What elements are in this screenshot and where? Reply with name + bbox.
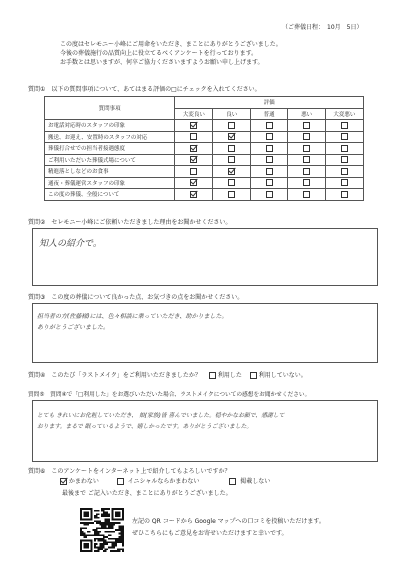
rating-cell	[213, 189, 250, 201]
question-item: 精進落としなどのお食事	[45, 166, 175, 178]
q6-option-ok: かまわない	[68, 478, 99, 485]
rating-cell	[250, 154, 287, 166]
rating-col-1: 良い	[213, 108, 250, 120]
rating-checkbox[interactable]	[190, 122, 197, 129]
col-item-header: 質問事項	[45, 97, 175, 120]
rating-cell	[325, 131, 363, 143]
rating-checkbox[interactable]	[303, 191, 310, 198]
table-row	[45, 177, 364, 189]
qr-code-image	[80, 508, 124, 552]
rating-cell	[250, 120, 287, 132]
rating-checkbox[interactable]	[190, 191, 197, 198]
table-row	[45, 154, 364, 166]
question-3-label: 質問③ この度の葬儀について良かった点、お気づきの点をお聞かせください。	[28, 294, 244, 301]
question-1-label: 質問① 以下の質問事項について、あてはまる評価の□にチェックを入れてください。	[28, 86, 261, 93]
q5-answer-line-2: おります。まるで 眠っているようで、嬉しかったです。ありがとうございました。	[37, 424, 253, 430]
rating-checkbox[interactable]	[266, 133, 273, 140]
rating-cell	[175, 131, 213, 143]
question-item: お電話対応時のスタッフの印象	[45, 120, 175, 132]
rating-cell	[213, 131, 250, 143]
q3-answer-box[interactable]	[32, 303, 378, 363]
rating-col-2: 普通	[250, 108, 287, 120]
question-4-label: 質問④ このたび「ラストメイク」をご利用いただきましたか？	[28, 372, 201, 379]
table-row	[45, 166, 364, 178]
rating-cell	[175, 143, 213, 155]
rating-checkbox[interactable]	[228, 122, 235, 129]
rating-checkbox[interactable]	[341, 145, 348, 152]
rating-checkbox[interactable]	[228, 191, 235, 198]
rating-col-3: 悪い	[288, 108, 325, 120]
rating-table	[44, 96, 364, 201]
thanks-note: 最後まで ご記入いただき、まことにありがとうございました。	[62, 490, 232, 497]
rating-cell	[288, 154, 325, 166]
rating-cell	[250, 143, 287, 155]
rating-checkbox[interactable]	[266, 179, 273, 186]
rating-checkbox[interactable]	[190, 179, 197, 186]
rating-cell	[213, 154, 250, 166]
q6-option-no: 掲載しない	[240, 478, 271, 485]
rating-checkbox[interactable]	[341, 168, 348, 175]
q3-answer-line-2: ありがとうございました。	[37, 324, 110, 331]
rating-checkbox[interactable]	[228, 156, 235, 163]
rating-checkbox[interactable]	[190, 133, 197, 140]
question-item: ご利用いただいた葬儀式場について	[45, 154, 175, 166]
q3-answer-line-1: 担当者の方(佐藤様)には、色々相談に乗っていただき、助かりました。	[37, 313, 228, 320]
intro-text: この度はセレモニー小峰にご用命をいただき、まことにありがとうございました。 今後の葬儀施行の品質向上に役立てるべくアンケートを行っております。 お手数とは思いますが、何卒ご協力くださいますようお願い申し上げます。	[60, 41, 282, 66]
question-6-label: 質問⑥ このアンケートをインターネット上で紹介してもよろしいですか？	[28, 468, 231, 475]
footer-line-1: 左記の QR コードから Google マップへの口コミを投稿いただけます。	[132, 518, 325, 525]
rating-checkbox[interactable]	[341, 156, 348, 163]
rating-cell	[250, 166, 287, 178]
col-rating-header: 評価	[175, 97, 364, 109]
table-row	[45, 143, 364, 155]
rating-checkbox[interactable]	[266, 191, 273, 198]
rating-cell	[250, 189, 287, 201]
rating-cell	[250, 131, 287, 143]
rating-checkbox[interactable]	[303, 133, 310, 140]
rating-cell	[325, 154, 363, 166]
q2-answer-box[interactable]	[32, 228, 378, 286]
rating-cell	[213, 166, 250, 178]
rating-checkbox[interactable]	[228, 168, 235, 175]
rating-cell	[325, 166, 363, 178]
rating-cell	[175, 177, 213, 189]
rating-checkbox[interactable]	[266, 168, 273, 175]
rating-checkbox[interactable]	[303, 145, 310, 152]
rating-checkbox[interactable]	[190, 168, 197, 175]
rating-checkbox[interactable]	[341, 122, 348, 129]
rating-checkbox[interactable]	[266, 122, 273, 129]
q5-answer-line-1: とても きれいにお化粧していただき、 娘(家族)皆 喜んでいました。穏やかなお顔で、感謝して	[37, 413, 285, 419]
rating-cell	[288, 131, 325, 143]
rating-checkbox[interactable]	[303, 168, 310, 175]
rating-cell	[325, 143, 363, 155]
footer-line-2: ぜひこちらにもご意見をお寄せいただけますと幸いです。	[132, 530, 288, 537]
q4-used-checkbox[interactable]	[209, 372, 216, 379]
rating-checkbox[interactable]	[341, 191, 348, 198]
q6-option-no-checkbox[interactable]	[229, 478, 236, 485]
question-2-label: 質問② セレモニー小峰にご依頼いただきました理由をお聞かせください。	[28, 219, 232, 226]
rating-cell	[175, 166, 213, 178]
rating-checkbox[interactable]	[266, 145, 273, 152]
q2-answer: 知人の紹介で。	[39, 239, 102, 249]
funeral-date: （ご葬儀日程： 10月 5日）	[282, 24, 363, 31]
rating-checkbox[interactable]	[303, 179, 310, 186]
question-item: 搬送、お迎え、安置時のスタッフの対応	[45, 131, 175, 143]
rating-cell	[325, 189, 363, 201]
rating-cell	[175, 189, 213, 201]
q6-option-ok-checkbox[interactable]	[60, 478, 67, 485]
rating-checkbox[interactable]	[303, 122, 310, 129]
question-item: 葬儀打合せでの担当者接遇態度	[45, 143, 175, 155]
rating-cell	[175, 154, 213, 166]
rating-checkbox[interactable]	[303, 156, 310, 163]
question-5-label: 質問⑤ 質問④で「□利用した」をお選びいただいた場合、ラストメイクについての感想をお聞かせください。	[28, 392, 311, 398]
rating-cell	[213, 177, 250, 189]
rating-col-0: 大変良い	[175, 108, 213, 120]
rating-checkbox[interactable]	[266, 156, 273, 163]
rating-cell	[250, 177, 287, 189]
rating-cell	[288, 166, 325, 178]
rating-cell	[213, 120, 250, 132]
rating-checkbox[interactable]	[190, 145, 197, 152]
rating-col-4: 大変悪い	[325, 108, 363, 120]
q6-options	[60, 478, 270, 486]
rating-checkbox[interactable]	[341, 133, 348, 140]
q6-option-initial: イニシャルならかまわない	[127, 478, 200, 485]
question-item: 通夜・葬儀運営スタッフの印象	[45, 177, 175, 189]
question-item: この度の葬儀、全般について	[45, 189, 175, 201]
rating-cell	[175, 120, 213, 132]
rating-checkbox[interactable]	[228, 133, 235, 140]
rating-cell	[325, 120, 363, 132]
rating-cell	[213, 143, 250, 155]
rating-checkbox[interactable]	[341, 179, 348, 186]
rating-checkbox[interactable]	[228, 179, 235, 186]
table-row	[45, 189, 364, 201]
rating-cell	[325, 177, 363, 189]
rating-cell	[288, 120, 325, 132]
rating-checkbox[interactable]	[190, 156, 197, 163]
q4-not-used-checkbox[interactable]	[250, 372, 257, 379]
table-row	[45, 120, 364, 132]
table-row	[45, 131, 364, 143]
rating-cell	[288, 189, 325, 201]
q6-option-initial-checkbox[interactable]	[117, 478, 124, 485]
rating-cell	[288, 177, 325, 189]
qr-code[interactable]	[80, 508, 124, 552]
rating-cell	[288, 143, 325, 155]
rating-checkbox[interactable]	[228, 145, 235, 152]
question-4-row: 質問④ このたび「ラストメイク」をご利用いただきましたか？ 利用した 利用していない。	[28, 372, 307, 379]
q5-answer-box[interactable]	[32, 400, 378, 462]
